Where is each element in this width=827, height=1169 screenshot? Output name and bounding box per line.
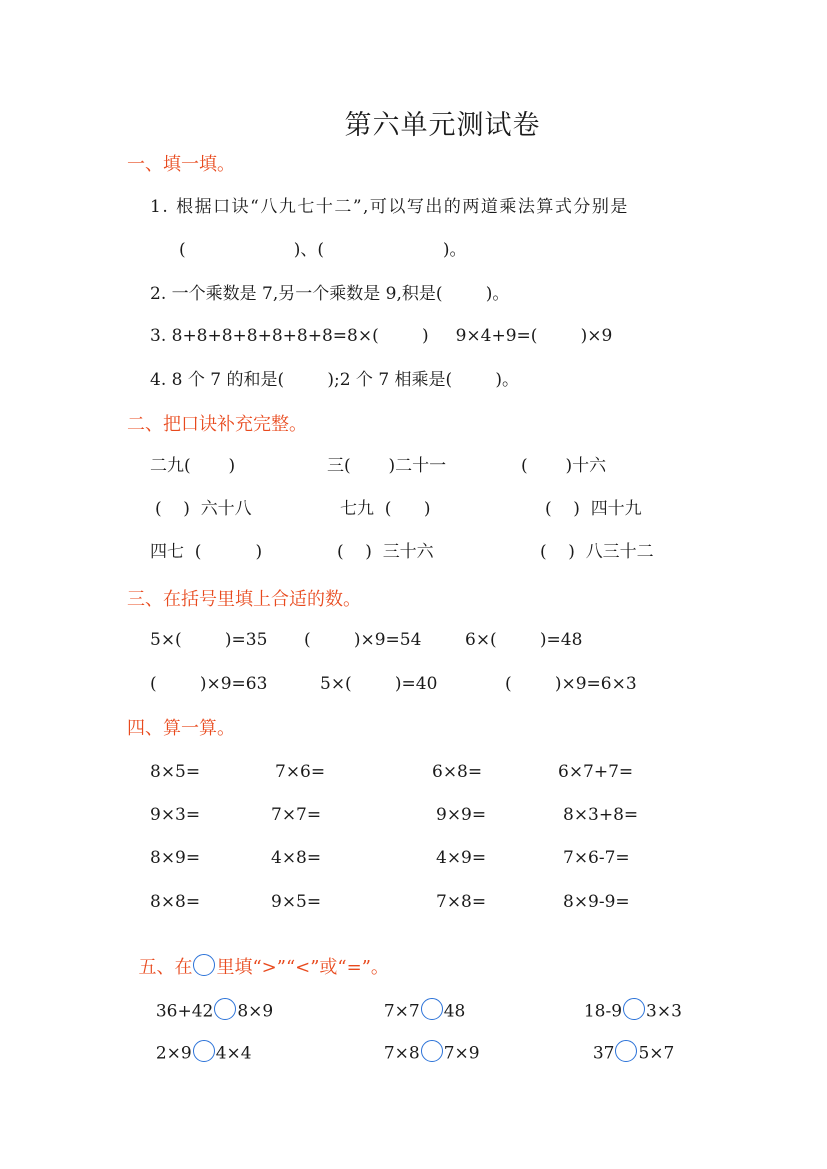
section-heading-2: 二、把口诀补充完整。: [127, 414, 307, 435]
compare-circle[interactable]: [623, 998, 645, 1020]
compare-right: 8×9: [237, 1001, 274, 1022]
koujue-item: 三( )二十一: [327, 456, 447, 476]
bracket-item: ( )×9=54: [304, 630, 422, 650]
circle-blank-icon: [193, 954, 215, 976]
calc-item: 8×9=: [150, 848, 201, 868]
compare-right: 4×4: [215, 1043, 252, 1064]
bracket-item: 5×( )=35: [150, 630, 268, 650]
compare-item: [145, 984, 273, 1023]
compare-right: 3×3: [646, 1001, 682, 1022]
compare-item: [145, 1026, 252, 1065]
calc-item: 6×7+7=: [558, 762, 634, 782]
compare-right: 48: [443, 1001, 466, 1022]
calc-item: 7×7=: [271, 805, 322, 825]
calc-item: 7×6=: [275, 762, 326, 782]
calc-item: 9×3=: [150, 805, 201, 825]
compare-item: [582, 1026, 674, 1065]
calc-item: 9×9=: [436, 805, 487, 825]
koujue-item: 七九 ( ): [340, 499, 431, 519]
koujue-item: ( ) 四十九: [545, 499, 642, 519]
question-4: 4. 8 个 7 的和是( );2 个 7 相乘是( )。: [150, 370, 520, 390]
section-heading-5: [127, 939, 389, 979]
koujue-item: 四七 ( ): [150, 542, 263, 562]
calc-item: 4×8=: [271, 848, 322, 868]
question-1-line-1: 1. 根据口诀“八九七十二”,可以写出的两道乘法算式分别是: [150, 197, 629, 217]
section-heading-4: 四、算一算。: [127, 718, 235, 739]
koujue-item: ( ) 三十六: [337, 542, 434, 562]
calc-item: 4×9=: [436, 848, 487, 868]
section-heading-5-start: 五、在: [138, 957, 193, 978]
koujue-item: ( ) 六十八: [155, 499, 252, 519]
calc-item: 8×8=: [150, 892, 201, 912]
compare-left: 18-9: [583, 1001, 623, 1022]
question-1-line-2: ( )、( )。: [179, 240, 467, 260]
bracket-item: 6×( )=48: [465, 630, 583, 650]
compare-left: 36+42: [155, 1001, 214, 1022]
question-2: 2. 一个乘数是 7,另一个乘数是 9,积是( )。: [150, 284, 510, 304]
koujue-item: ( )十六: [521, 456, 607, 476]
koujue-item: ( ) 八三十二: [540, 542, 654, 562]
compare-circle[interactable]: [421, 998, 443, 1020]
question-3: 3. 8+8+8+8+8+8+8=8×( ) 9×4+9=( )×9: [150, 326, 613, 346]
bracket-item: ( )×9=63: [150, 674, 268, 694]
compare-item: [573, 984, 682, 1023]
calc-item: 8×3+8=: [563, 805, 639, 825]
compare-left: 2×9: [155, 1043, 192, 1064]
compare-right: 5×7: [638, 1043, 675, 1064]
calc-item: 7×6-7=: [563, 848, 630, 868]
compare-circle[interactable]: [193, 1040, 215, 1062]
compare-circle[interactable]: [615, 1040, 637, 1062]
compare-circle[interactable]: [214, 998, 236, 1020]
compare-left: 37: [592, 1043, 615, 1064]
bracket-item: 5×( )=40: [320, 674, 438, 694]
compare-left: 7×8: [383, 1043, 420, 1064]
calc-item: 7×8=: [436, 892, 487, 912]
calc-item: 6×8=: [432, 762, 483, 782]
compare-circle[interactable]: [421, 1040, 443, 1062]
compare-item: [373, 1026, 480, 1065]
bracket-item: ( )×9=6×3: [505, 674, 637, 694]
calc-item: 8×5=: [150, 762, 201, 782]
section-heading-5-end: 里填“>”“<”或“=”。: [216, 957, 389, 978]
calc-item: 9×5=: [271, 892, 322, 912]
calc-item: 8×9-9=: [563, 892, 630, 912]
compare-item: [373, 984, 465, 1023]
koujue-item: 二九( ): [150, 456, 236, 476]
section-heading-1: 一、填一填。: [127, 154, 235, 175]
compare-right: 7×9: [443, 1043, 480, 1064]
section-heading-3: 三、在括号里填上合适的数。: [127, 589, 361, 610]
page-title: 第六单元测试卷: [344, 110, 541, 141]
compare-left: 7×7: [383, 1001, 420, 1022]
